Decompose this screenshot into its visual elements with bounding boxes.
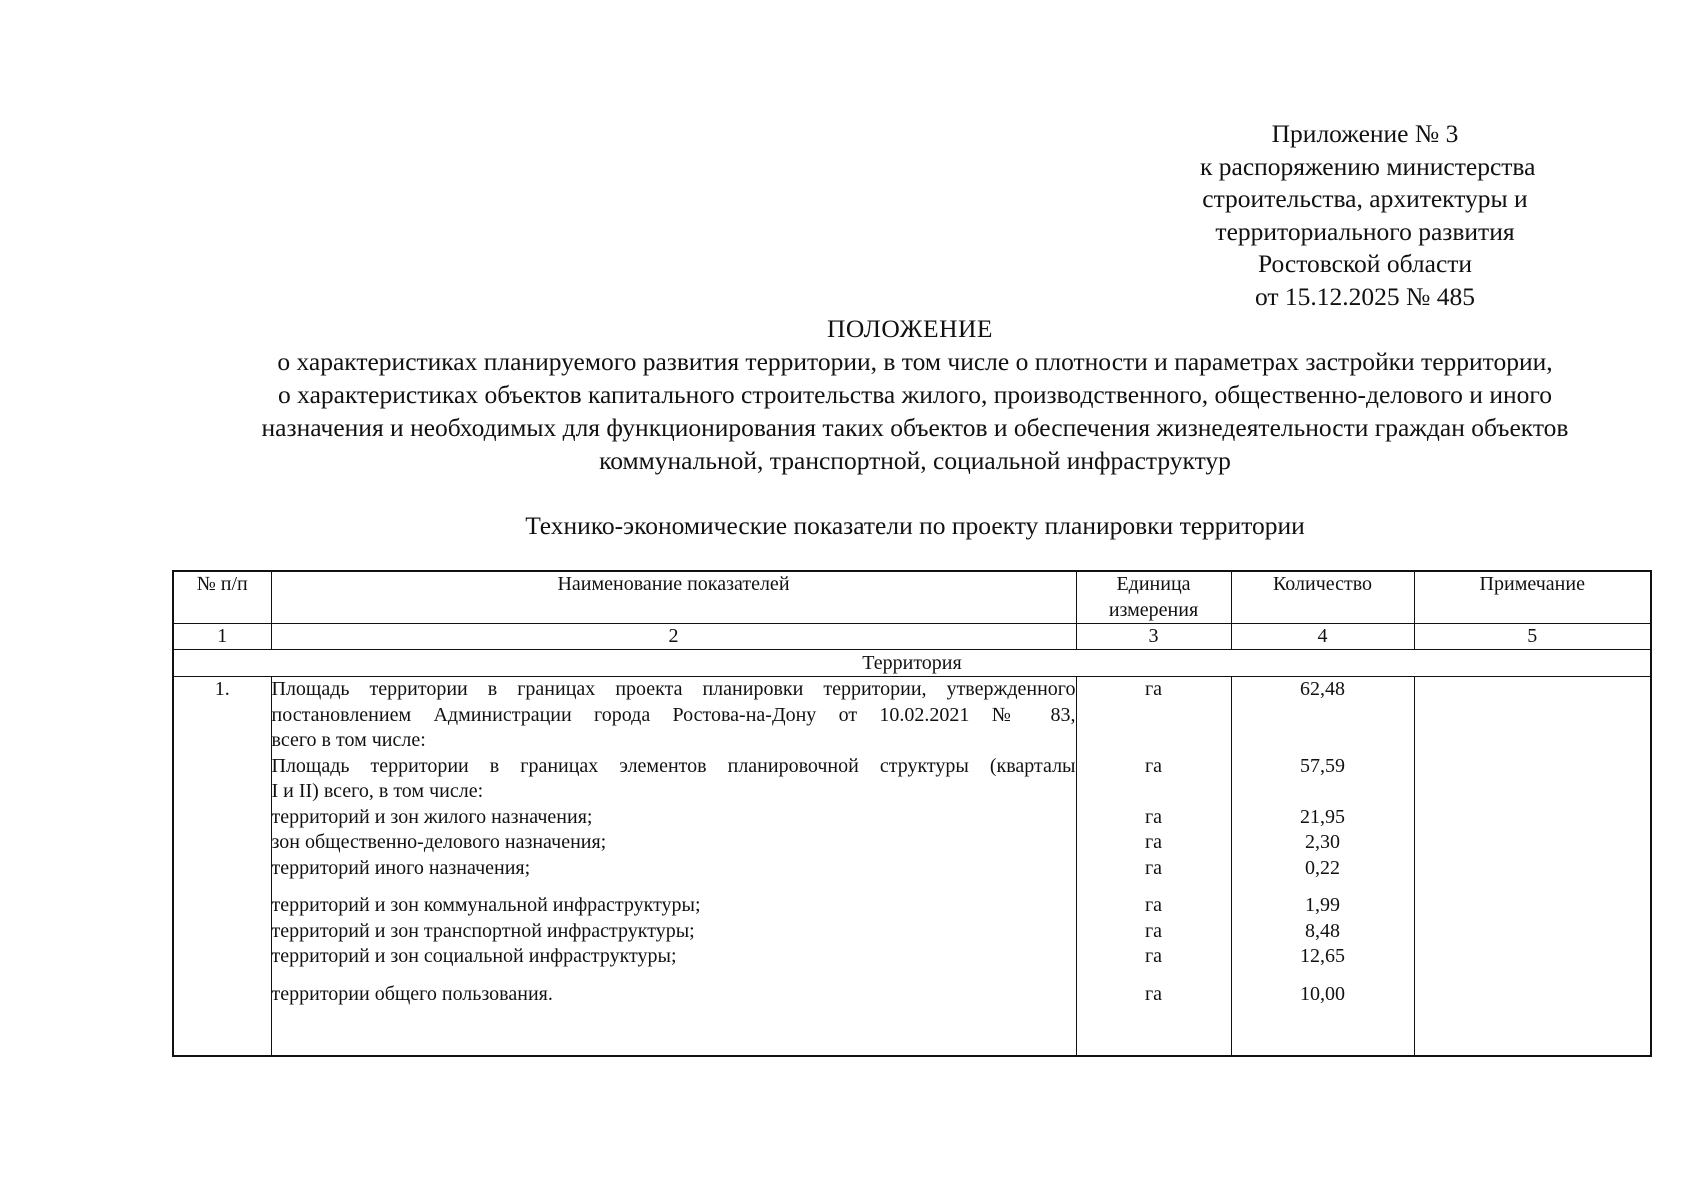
unit-value: га — [1144, 919, 1163, 942]
appendix-region: Ростовской области — [1257, 249, 1473, 278]
header-unit — [1076, 571, 1231, 624]
section-title: Территория — [173, 650, 1651, 677]
row-number: 1. — [173, 677, 271, 1057]
indicator-name: территорий иного назначения; — [271, 856, 531, 879]
header-quantity: Количество — [1231, 571, 1414, 624]
document-subtitle — [175, 345, 1655, 477]
column-number: 1 — [173, 624, 271, 650]
unit-value: га — [1144, 831, 1163, 853]
indicator-name: постановлением Администрации города Ростова-на-Дону от 10.02.2021 № 83, — [271, 703, 1076, 726]
unit-value: га — [1144, 894, 1163, 916]
quantity-value: 2,30 — [1305, 831, 1340, 853]
table-header-row — [173, 571, 1651, 624]
indicator-name: территорий и зон жилого назначения; — [271, 805, 593, 828]
header-num: № п/п — [173, 571, 271, 624]
header-unit-line2: измерения — [1108, 598, 1199, 621]
row-units — [1076, 677, 1231, 1057]
appendix-ministry-line2: территориального развития — [1215, 216, 1515, 246]
quantity-value: 10,00 — [1300, 982, 1345, 1005]
indicator-name: зон общественно-делового назначения; — [271, 831, 607, 853]
column-number: 4 — [1231, 624, 1414, 650]
unit-value: га — [1144, 678, 1163, 700]
column-number: 5 — [1414, 624, 1651, 650]
subtitle-line: назначения и необходимых для функционирования таких объектов и обеспечения жизнедеятельности граждан объектов — [261, 413, 1569, 442]
indicators-table — [172, 570, 1652, 1057]
indicator-name: Площадь территории в границах элементов планировочной структуры (кварталы — [271, 754, 1076, 777]
quantity-value: 8,48 — [1305, 919, 1340, 942]
column-numbers-row — [173, 624, 1651, 650]
header-note: Примечание — [1414, 571, 1651, 624]
row-quantities — [1231, 677, 1414, 1057]
unit-value: га — [1144, 945, 1163, 967]
quantity-value: 0,22 — [1305, 856, 1340, 879]
quantity-value: 62,48 — [1300, 678, 1345, 700]
subtitle-line: о характеристиках планируемого развития территории, в том числе о плотности и параметрах застройки территории, — [277, 347, 1553, 376]
indicator-name: Площадь территории в границах проекта планировки территории, утвержденного — [271, 678, 1076, 700]
quantity-value: 1,99 — [1305, 894, 1340, 916]
column-number: 2 — [271, 624, 1076, 650]
appendix-header — [1200, 118, 1536, 313]
header-unit-line1: Единица — [1116, 573, 1191, 595]
indicator-name: всего в том числе: — [271, 729, 426, 751]
table-row — [173, 677, 1651, 1057]
appendix-number: Приложение № 3 — [1271, 119, 1459, 148]
unit-value: га — [1144, 856, 1163, 879]
row-name — [271, 677, 1076, 1057]
header-name: Наименование показателей — [271, 571, 1076, 624]
quantity-value: 57,59 — [1300, 754, 1345, 777]
subtitle-line: коммунальной, транспортной, социальной инфраструктур — [599, 446, 1231, 475]
quantity-value: 21,95 — [1300, 805, 1345, 828]
row-note — [1414, 677, 1651, 1057]
indicator-name: территорий и зон коммунальной инфраструктуры; — [271, 894, 701, 916]
column-number: 3 — [1076, 624, 1231, 650]
quantity-value: 12,65 — [1300, 945, 1345, 967]
subtitle-line: о характеристиках объектов капитального строительства жилого, производственного, общественно-делового и иного — [278, 380, 1552, 409]
unit-value: га — [1144, 754, 1163, 777]
indicator-name: I и II) всего, в том числе: — [271, 780, 484, 802]
document-title: ПОЛОЖЕНИЕ — [827, 314, 993, 343]
unit-value: га — [1144, 805, 1163, 828]
appendix-ministry-line1: строительства, архитектуры и — [1202, 184, 1528, 213]
indicator-name: территории общего пользования. — [271, 982, 553, 1005]
section-row — [173, 650, 1651, 677]
appendix-order-reference: к распоряжению министерства — [1200, 151, 1536, 181]
unit-value: га — [1144, 982, 1163, 1005]
appendix-date-number: от 15.12.2025 № 485 — [1254, 281, 1475, 311]
table-caption: Технико-экономические показатели по проекту планировки территории — [525, 511, 1305, 540]
indicator-name: территорий и зон социальной инфраструктуры; — [271, 945, 677, 967]
indicator-name: территорий и зон транспортной инфраструктуры; — [271, 919, 695, 942]
